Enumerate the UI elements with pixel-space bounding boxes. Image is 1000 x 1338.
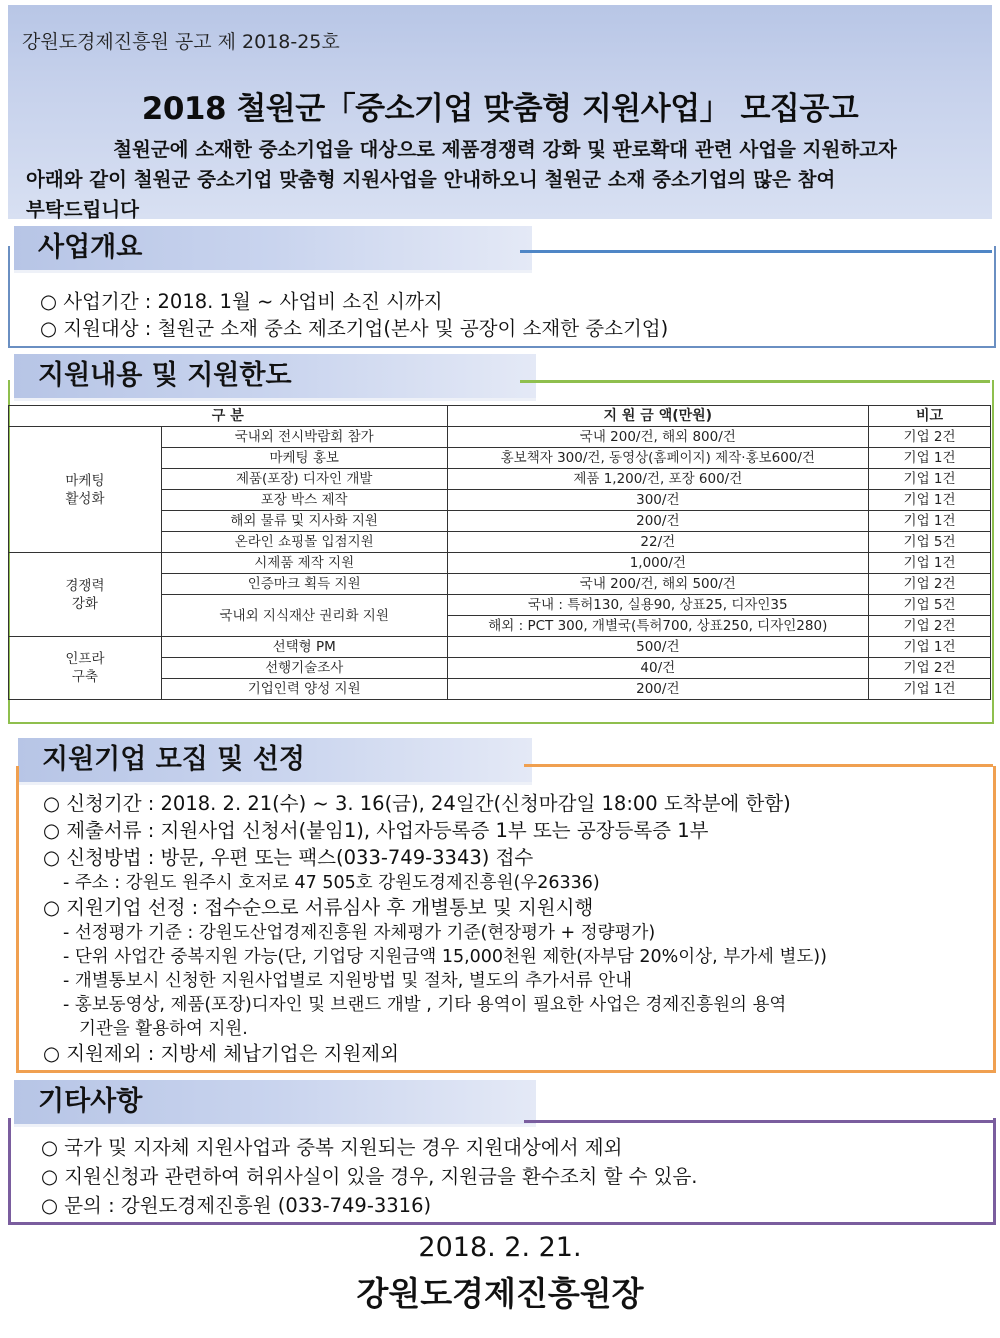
row-note: 기업 2건 [869, 427, 991, 448]
category-label: 인프라 구축 [65, 651, 105, 685]
table-row [9, 637, 991, 658]
row-item: 시제품 제작 지원 [161, 553, 447, 574]
row-note: 기업 1건 [869, 490, 991, 511]
table-row [9, 553, 991, 574]
header-note: 비고 [869, 406, 991, 427]
row-amount: 해외 : PCT 300, 개별국(특허700, 상표250, 디자인280) [447, 616, 869, 637]
intro-line: 아래와 같이 철원군 중소기업 맞춤형 지원사업을 안내하오니 철원군 소재 중소기업의 많은 참여 [26, 168, 836, 191]
recruit-service-cont: 기관을 활용하여 지원. [79, 1019, 248, 1039]
page-title: 2018 철원군「중소기업 맞춤형 지원사업」 모집공고 [141, 91, 859, 127]
recruit-address: - 주소 : 강원도 원주시 호저로 47 505호 강원도경제진흥원(우26336) [63, 873, 600, 893]
row-note: 기업 1건 [869, 679, 991, 700]
header-category: 구 분 [9, 406, 448, 427]
category-label: 마케팅 활성화 [65, 472, 105, 507]
row-item: 해외 물류 및 지사화 지원 [161, 511, 447, 532]
row-amount: 홍보책자 300/건, 동영상(홈페이지) 제작·홍보600/건 [447, 448, 869, 469]
recruit-period: ○ 신청기간 : 2018. 2. 21(수) ~ 3. 16(금), 24일간(신청마감일 18:00 도착분에 한함) [43, 792, 791, 815]
section-recruit [16, 766, 996, 1073]
recruit-notice: - 개별통보시 신청한 지원사업별로 지원방법 및 절차, 별도의 추가서류 안내 [63, 971, 633, 991]
recruit-duplicate: - 단위 사업간 중복지원 가능(단, 기업당 지원금액 15,000천원 제한(자부담 20%이상, 부가세 별도)) [63, 947, 827, 967]
row-amount: 국내 200/건, 해외 500/건 [447, 574, 869, 595]
row-item: 국내외 지식재산 권리화 지원 [161, 595, 447, 637]
row-note: 기업 1건 [869, 511, 991, 532]
row-note: 기업 5건 [869, 532, 991, 553]
row-amount: 22/건 [447, 532, 869, 553]
row-amount: 200/건 [447, 679, 869, 700]
recruit-selection: ○ 지원기업 선정 : 접수순으로 서류심사 후 개별통보 및 지원시행 [43, 896, 594, 919]
section-title-etc: 기타사항 [14, 1080, 536, 1127]
header-banner [8, 5, 992, 219]
row-amount: 1,000/건 [447, 553, 869, 574]
footer-date: 2018. 2. 21. [418, 1232, 582, 1263]
row-note: 기업 5건 [869, 595, 991, 616]
recruit-exclusion: ○ 지원제외 : 지방세 체납기업은 지원제외 [43, 1042, 399, 1065]
support-table [8, 405, 991, 700]
table-header-row [9, 406, 991, 427]
notice-number: 강원도경제진흥원 공고 제 2018-25호 [22, 31, 340, 53]
row-note: 기업 1건 [869, 637, 991, 658]
recruit-method: ○ 신청방법 : 방문, 우편 또는 팩스(033-749-3343) 접수 [43, 846, 534, 869]
etc-item: ○ 지원신청과 관련하여 허위사실이 있을 경우, 지원금을 환수조치 할 수 있음. [41, 1165, 698, 1188]
row-amount: 국내 200/건, 해외 800/건 [447, 427, 869, 448]
recruit-criteria: - 선정평가 기준 : 강원도산업경제진흥원 자체평가 기준(현장평가 + 정량평가) [63, 923, 656, 943]
row-note: 기업 2건 [869, 574, 991, 595]
row-item: 국내외 전시박람회 참가 [161, 427, 447, 448]
recruit-service: - 홍보동영상, 제품(포장)디자인 및 브랜드 개발 , 기타 용역이 필요한 사업은 경제진흥원의 용역 [63, 995, 787, 1015]
row-note: 기업 2건 [869, 658, 991, 679]
section-overview [8, 246, 996, 348]
category-label: 경쟁력 강화 [65, 577, 105, 612]
row-amount: 300/건 [447, 490, 869, 511]
section-title-overview: 사업개요 [14, 226, 532, 273]
row-item: 포장 박스 제작 [161, 490, 447, 511]
row-item: 선행기술조사 [161, 658, 447, 679]
footer-org: 강원도경제진흥원장 [356, 1274, 644, 1313]
row-item: 선택형 PM [161, 637, 447, 658]
row-amount: 국내 : 특허130, 실용90, 상표25, 디자인35 [447, 595, 869, 616]
category-infra [9, 637, 162, 700]
intro-line: 철원군에 소재한 중소기업을 대상으로 제품경쟁력 강화 및 판로확대 관련 사업을 지원하고자 [113, 138, 897, 161]
intro-text [26, 135, 984, 225]
row-item: 인증마크 획득 지원 [161, 574, 447, 595]
row-note: 기업 1건 [869, 448, 991, 469]
section-title-support: 지원내용 및 지원한도 [14, 354, 536, 401]
row-amount: 200/건 [447, 511, 869, 532]
table-row [9, 427, 991, 448]
section-title-recruit: 지원기업 모집 및 선정 [18, 738, 532, 785]
row-item: 마케팅 홍보 [161, 448, 447, 469]
intro-line: 부탁드립니다 [26, 198, 140, 221]
etc-inquiry: ○ 문의 : 강원도경제진흥원 (033-749-3316) [41, 1194, 432, 1217]
category-marketing [9, 427, 162, 553]
row-note: 기업 2건 [869, 616, 991, 637]
row-item: 제품(포장) 디자인 개발 [161, 469, 447, 490]
row-item: 기업인력 양성 지원 [161, 679, 447, 700]
etc-item: ○ 국가 및 지자체 지원사업과 중복 지원되는 경우 지원대상에서 제외 [41, 1136, 623, 1159]
row-amount: 40/건 [447, 658, 869, 679]
overview-period: ○ 사업기간 : 2018. 1월 ~ 사업비 소진 시까지 [40, 290, 443, 313]
recruit-documents: ○ 제출서류 : 지원사업 신청서(붙임1), 사업자등록증 1부 또는 공장등록증 1부 [43, 819, 709, 842]
row-note: 기업 1건 [869, 553, 991, 574]
section-etc [8, 1118, 996, 1225]
category-competitiveness [9, 553, 162, 637]
overview-target: ○ 지원대상 : 철원군 소재 중소 제조기업(본사 및 공장이 소재한 중소기업) [40, 317, 669, 340]
row-note: 기업 1건 [869, 469, 991, 490]
row-item: 온라인 쇼핑몰 입점지원 [161, 532, 447, 553]
header-amount: 지 원 금 액(만원) [447, 406, 869, 427]
row-amount: 500/건 [447, 637, 869, 658]
row-amount: 제품 1,200/건, 포장 600/건 [447, 469, 869, 490]
